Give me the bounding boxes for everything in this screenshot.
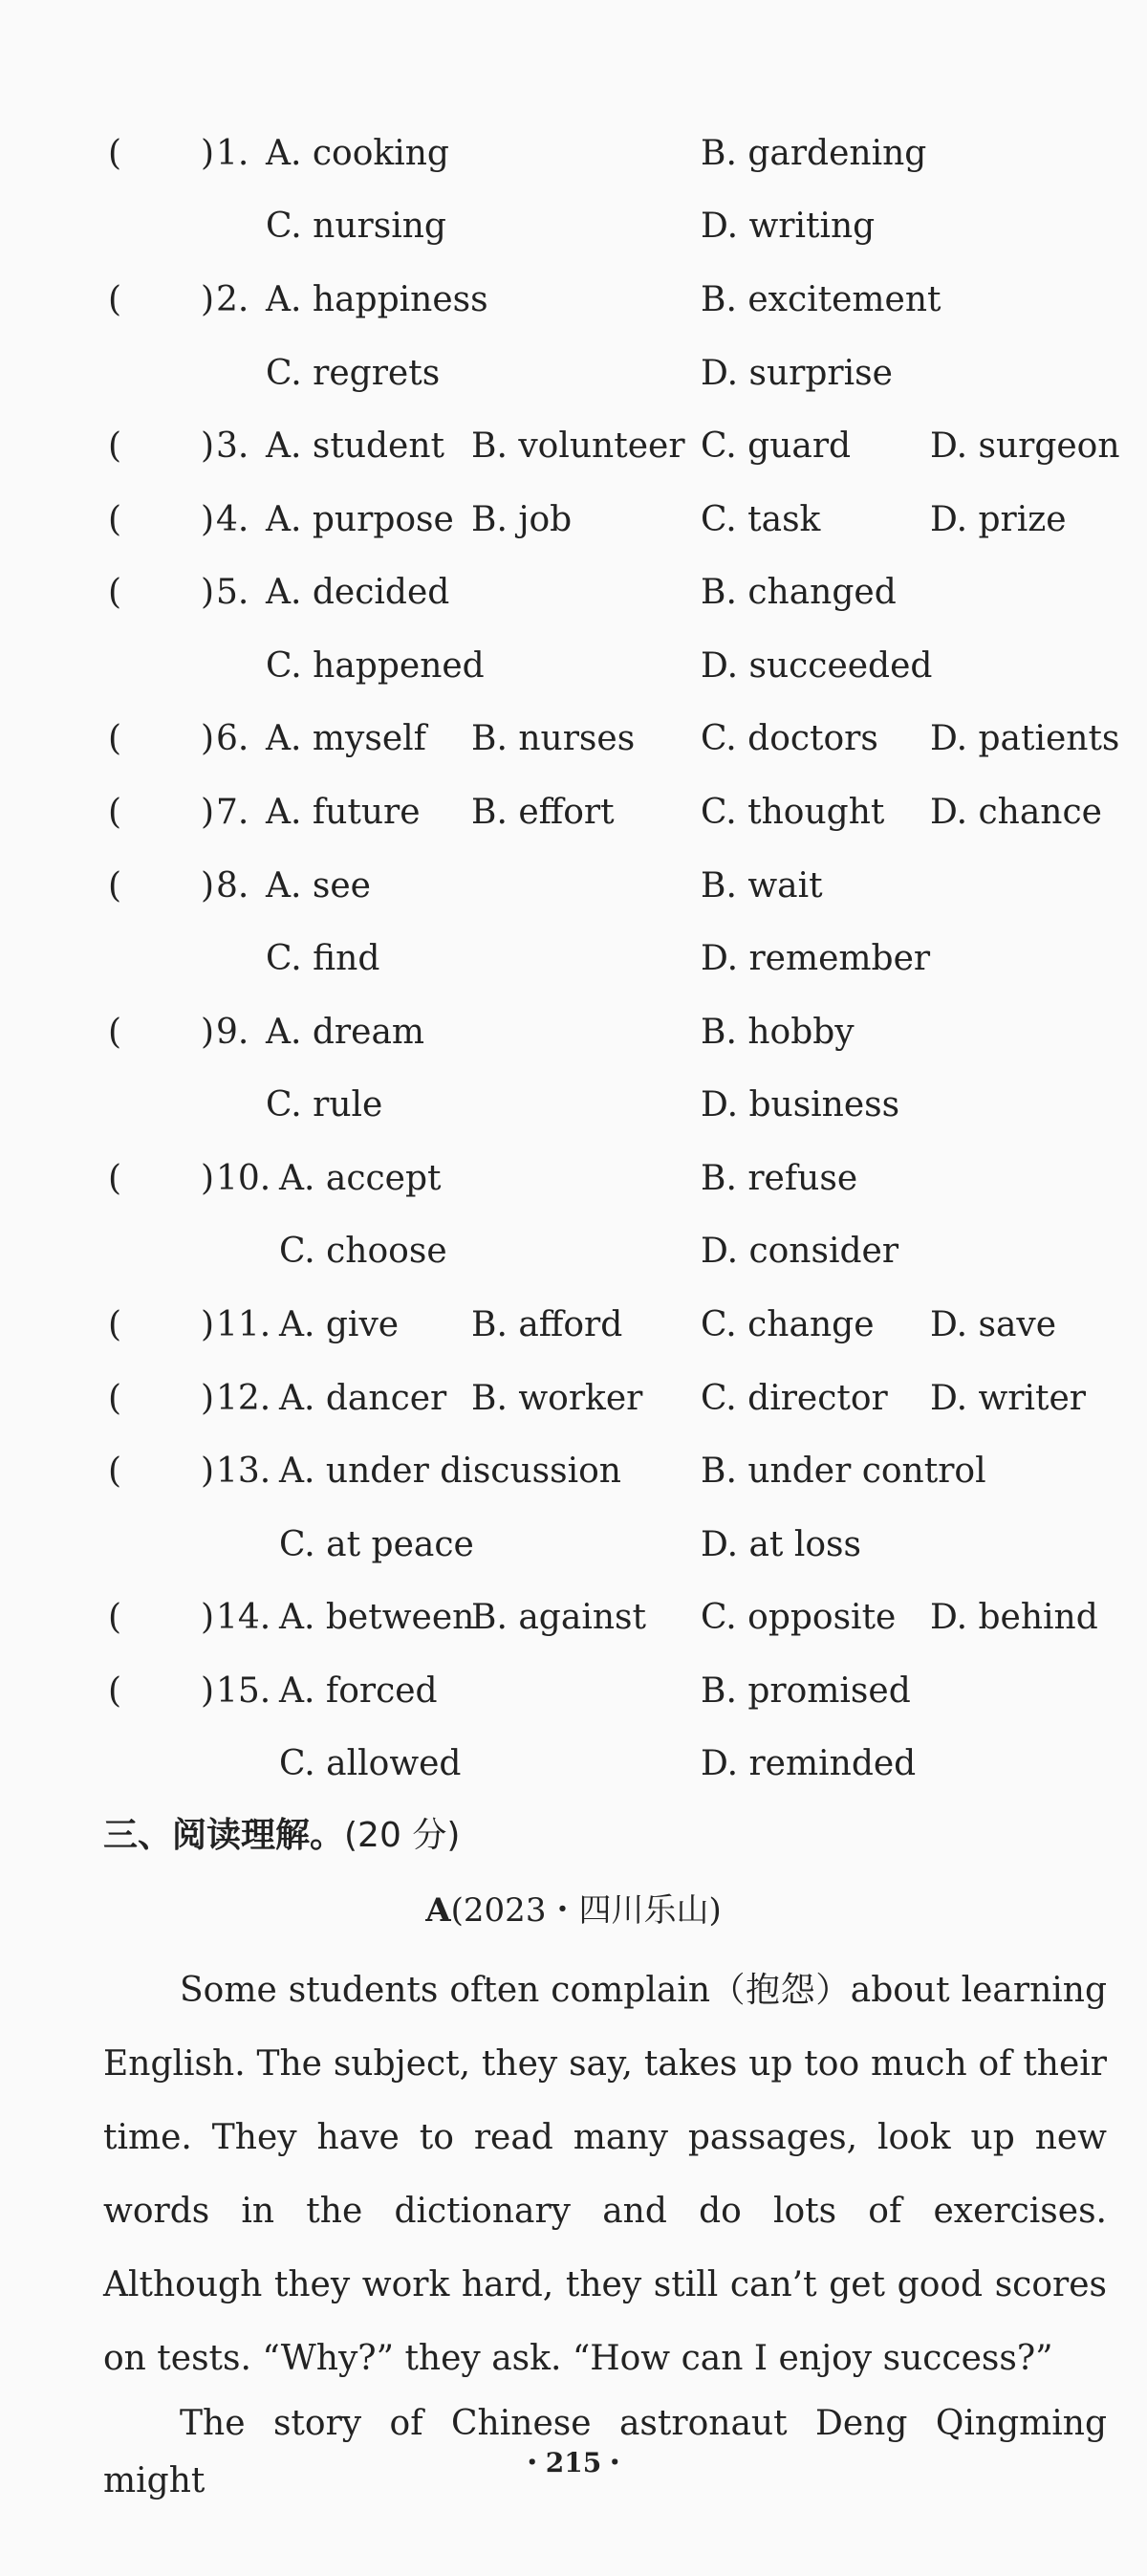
option-b: B. changed xyxy=(701,573,897,612)
option-a: A. between xyxy=(279,1598,475,1637)
option-b: B. under control xyxy=(701,1452,986,1491)
option-d: D. at loss xyxy=(701,1525,861,1564)
option-b: B. afford xyxy=(471,1305,623,1344)
question-number: 14. xyxy=(216,1598,271,1637)
question-row xyxy=(0,418,1147,475)
option-c: C. regrets xyxy=(266,354,441,393)
question-row-continued xyxy=(0,1223,1147,1280)
question-number: 3. xyxy=(216,426,249,466)
answer-blank-close: ) xyxy=(201,1159,215,1198)
option-d: D. chance xyxy=(930,793,1102,832)
question-row xyxy=(0,1150,1147,1208)
option-b: B. excitement xyxy=(701,280,941,319)
question-row xyxy=(0,1370,1147,1428)
question-number: 7. xyxy=(216,793,249,832)
option-d: D. consider xyxy=(701,1232,899,1271)
passage-paragraph: The story of Chinese astronaut Deng Qingming might xyxy=(103,2404,1107,2500)
option-a: A. decided xyxy=(266,573,450,612)
option-c: C. thought xyxy=(701,793,885,832)
answer-blank-open[interactable]: ( xyxy=(108,793,122,832)
question-row xyxy=(0,1443,1147,1500)
answer-blank-close: ) xyxy=(201,866,215,906)
question-row xyxy=(0,1663,1147,1720)
option-a: A. give xyxy=(279,1305,400,1344)
option-c: C. choose xyxy=(279,1232,447,1271)
option-c: C. nursing xyxy=(266,207,446,246)
answer-blank-close: ) xyxy=(201,793,215,832)
option-a: A. future xyxy=(266,793,421,832)
question-row-continued xyxy=(0,1517,1147,1574)
answer-blank-open[interactable]: ( xyxy=(108,1671,122,1711)
answer-blank-open[interactable]: ( xyxy=(108,866,122,906)
question-number: 2. xyxy=(216,280,249,319)
option-d: D. patients xyxy=(930,719,1120,758)
answer-blank-open[interactable]: ( xyxy=(108,134,122,173)
answer-blank-open[interactable]: ( xyxy=(108,1379,122,1418)
answer-blank-close: ) xyxy=(201,1598,215,1637)
question-number: 1. xyxy=(216,134,249,173)
question-row xyxy=(0,272,1147,329)
question-row-continued xyxy=(0,198,1147,255)
option-b: B. nurses xyxy=(471,719,636,758)
option-b: B. refuse xyxy=(701,1159,858,1198)
question-number: 9. xyxy=(216,1013,249,1052)
passage-letter: A xyxy=(425,1891,451,1930)
option-b: B. gardening xyxy=(701,134,927,173)
answer-blank-open[interactable]: ( xyxy=(108,280,122,319)
answer-blank-close: ) xyxy=(201,1305,215,1344)
option-c: C. find xyxy=(266,939,380,978)
option-a: A. happiness xyxy=(266,280,488,319)
question-number: 10. xyxy=(216,1159,271,1198)
option-c: C. allowed xyxy=(279,1744,462,1783)
option-d: D. save xyxy=(930,1305,1057,1344)
option-b: B. against xyxy=(471,1598,646,1637)
option-b: B. promised xyxy=(701,1671,911,1711)
question-row xyxy=(0,564,1147,622)
passage-paragraph: Some students often complain（抱怨）about learning English. The subject, they say, takes up too much of their time. They have to read many passages, look up new words in the dictionary and do lots of exercises. Although they work hard, they still can’t get good scores on tests. “Why?” they ask. “How can I enjoy success?” xyxy=(103,1971,1107,2378)
option-c: C. rule xyxy=(266,1085,383,1124)
page-number: ・215・ xyxy=(518,2447,629,2478)
option-b: B. volunteer xyxy=(471,426,685,466)
option-c: C. doctors xyxy=(701,719,878,758)
question-number: 13. xyxy=(216,1452,271,1491)
question-row xyxy=(0,1297,1147,1354)
question-row xyxy=(0,125,1147,183)
option-b: B. job xyxy=(471,500,573,539)
answer-blank-close: ) xyxy=(201,573,215,612)
option-a: A. cooking xyxy=(266,134,449,173)
option-d: D. remember xyxy=(701,939,931,978)
question-number: 11. xyxy=(216,1305,271,1344)
option-a: A. student xyxy=(266,426,445,466)
answer-blank-open[interactable]: ( xyxy=(108,719,122,758)
section-title: 三、阅读理解。 xyxy=(103,1816,345,1855)
answer-blank-open[interactable]: ( xyxy=(108,500,122,539)
option-d: D. succeeded xyxy=(701,646,933,686)
option-a: A. dancer xyxy=(279,1379,447,1418)
section-heading xyxy=(103,1807,460,1865)
question-row xyxy=(0,710,1147,768)
passage-title xyxy=(0,1882,1147,1939)
option-a: A. myself xyxy=(266,719,426,758)
answer-blank-close: ) xyxy=(201,1671,215,1711)
option-c: C. at peace xyxy=(279,1525,474,1564)
option-d: D. writing xyxy=(701,207,876,246)
question-number: 8. xyxy=(216,866,249,906)
question-row-continued xyxy=(0,1077,1147,1134)
option-b: B. hobby xyxy=(701,1013,855,1052)
question-row-continued xyxy=(0,345,1147,403)
answer-blank-open[interactable]: ( xyxy=(108,1013,122,1052)
question-row-continued xyxy=(0,1736,1147,1793)
answer-blank-open[interactable]: ( xyxy=(108,573,122,612)
answer-blank-open[interactable]: ( xyxy=(108,1452,122,1491)
option-d: D. behind xyxy=(930,1598,1098,1637)
option-a: A. dream xyxy=(266,1013,425,1052)
option-a: A. purpose xyxy=(266,500,454,539)
option-a: A. see xyxy=(266,866,371,906)
answer-blank-close: ) xyxy=(201,280,215,319)
option-d: D. surprise xyxy=(701,354,893,393)
question-row-continued xyxy=(0,930,1147,988)
option-c: C. director xyxy=(701,1379,888,1418)
question-row xyxy=(0,784,1147,841)
answer-blank-close: ) xyxy=(201,426,215,466)
question-number: 12. xyxy=(216,1379,271,1418)
option-c: C. change xyxy=(701,1305,875,1344)
question-row xyxy=(0,1004,1147,1061)
answer-blank-close: ) xyxy=(201,1452,215,1491)
question-row xyxy=(0,491,1147,549)
answer-blank-close: ) xyxy=(201,134,215,173)
answer-blank-close: ) xyxy=(201,500,215,539)
question-row xyxy=(0,1589,1147,1647)
answer-blank-close: ) xyxy=(201,719,215,758)
option-a: A. under discussion xyxy=(279,1452,621,1491)
answer-blank-open[interactable]: ( xyxy=(108,1159,122,1198)
question-number: 6. xyxy=(216,719,249,758)
answer-blank-open[interactable]: ( xyxy=(108,1305,122,1344)
question-number: 5. xyxy=(216,573,249,612)
answer-blank-close: ) xyxy=(201,1013,215,1052)
option-d: D. reminded xyxy=(701,1744,917,1783)
question-number: 15. xyxy=(216,1671,271,1711)
answer-blank-open[interactable]: ( xyxy=(108,1598,122,1637)
option-c: C. task xyxy=(701,500,821,539)
option-c: C. guard xyxy=(701,426,852,466)
answer-blank-close: ) xyxy=(201,1379,215,1418)
option-b: B. worker xyxy=(471,1379,643,1418)
option-b: B. effort xyxy=(471,793,615,832)
option-d: D. writer xyxy=(930,1379,1086,1418)
option-d: D. prize xyxy=(930,500,1067,539)
option-c: C. opposite xyxy=(701,1598,897,1637)
section-score: (20 分) xyxy=(344,1816,461,1855)
option-a: A. forced xyxy=(279,1671,438,1711)
question-number: 4. xyxy=(216,500,249,539)
option-c: C. happened xyxy=(266,646,485,686)
question-row xyxy=(0,858,1147,915)
answer-blank-open[interactable]: ( xyxy=(108,426,122,466)
option-a: A. accept xyxy=(279,1159,442,1198)
passage-source: (2023・四川乐山) xyxy=(450,1891,722,1930)
option-b: B. wait xyxy=(701,866,823,906)
option-d: D. surgeon xyxy=(930,426,1120,466)
question-row-continued xyxy=(0,638,1147,695)
option-d: D. business xyxy=(701,1085,900,1124)
